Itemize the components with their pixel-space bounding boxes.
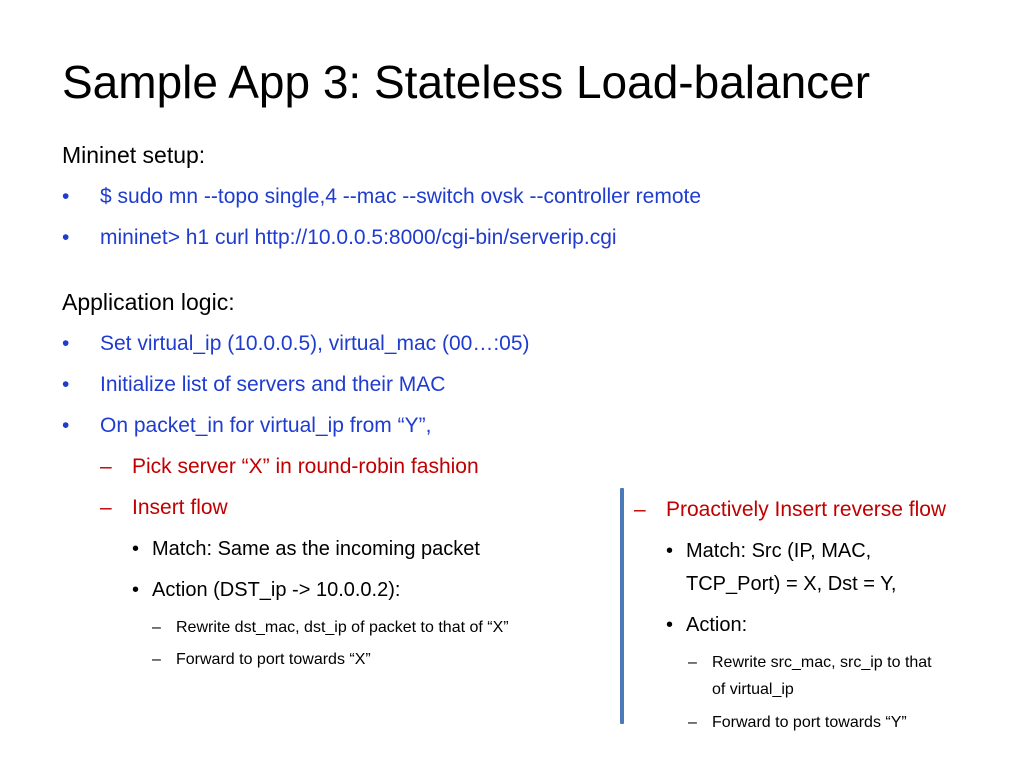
dash-marker: – [634,498,646,521]
bullet-marker: • [62,332,70,355]
logic-heading: Application logic: [62,289,235,315]
bullet-marker: • [62,373,70,396]
reverse-rewrite-line-2: of virtual_ip [712,681,794,698]
bullet-marker: • [666,540,674,562]
reverse-action-item: Action: [686,614,748,636]
dash-marker: – [152,651,161,668]
slide-title: Sample App 3: Stateless Load-balancer [62,56,871,108]
bullet-marker: • [666,614,674,636]
bullet-marker: • [132,579,140,601]
bullet-marker: • [132,538,140,560]
bullet-marker: • [62,414,70,437]
reverse-flow-heading: Proactively Insert reverse flow [666,498,947,521]
logic-item-1: Set virtual_ip (10.0.0.5), virtual_mac (00…:05) [100,332,530,355]
dash-marker: – [100,496,112,519]
vertical-divider [620,488,624,724]
mininet-command-2: mininet> h1 curl http://10.0.0.5:8000/cgi-bin/serverip.cgi [100,226,617,249]
reverse-rewrite-line-1: Rewrite src_mac, src_ip to that [712,654,932,671]
match-item: Match: Same as the incoming packet [152,538,480,560]
logic-item-2: Initialize list of servers and their MAC [100,373,446,396]
dash-marker: – [100,455,112,478]
mininet-heading: Mininet setup: [62,142,206,168]
reverse-match-line-2: TCP_Port) = X, Dst = Y, [686,573,897,595]
mininet-command-1: $ sudo mn --topo single,4 --mac --switch ovsk --controller remote [100,185,702,208]
logic-item-3: On packet_in for virtual_ip from “Y”, [100,414,432,437]
action-item: Action (DST_ip -> 10.0.0.2): [152,579,401,601]
bullet-marker: • [62,226,70,249]
reverse-forward-item: Forward to port towards “Y” [712,714,907,731]
bullet-marker: • [62,185,70,208]
pick-server-item: Pick server “X” in round-robin fashion [132,455,479,478]
reverse-match-line-1: Match: Src (IP, MAC, [686,540,872,562]
insert-flow-item: Insert flow [132,496,228,519]
dash-marker: – [688,714,697,731]
forward-item: Forward to port towards “X” [176,651,371,668]
dash-marker: – [688,654,697,671]
dash-marker: – [152,619,161,636]
rewrite-item: Rewrite dst_mac, dst_ip of packet to that of “X” [176,619,509,636]
